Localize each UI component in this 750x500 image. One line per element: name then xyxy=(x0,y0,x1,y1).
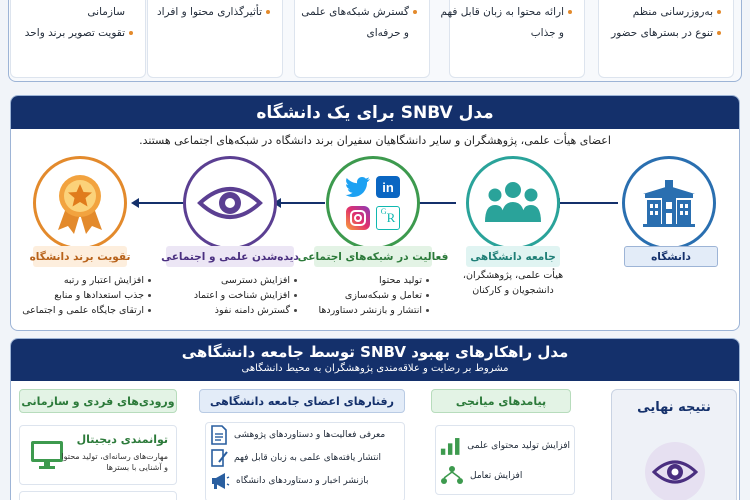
top-card-text: به‌روزرسانی منظم xyxy=(632,6,713,18)
desc-line: مهارت‌های رسانه‌ای، تولید محتوا xyxy=(61,452,168,461)
bullet-dot xyxy=(717,10,721,14)
bullet-dot xyxy=(717,31,721,35)
visibility-node xyxy=(183,156,277,250)
final-result-card xyxy=(611,389,737,500)
strategies-section xyxy=(10,338,740,500)
researchgate-sup: G xyxy=(380,207,387,216)
social-activity-label: فعالیت در شبکه‌های اجتماعی xyxy=(314,246,432,267)
behavior-text: بازنشر اخبار و دستاوردهای دانشگاه xyxy=(236,475,369,486)
snbv-model-section xyxy=(10,95,740,331)
top-card-text: تأثیرگذاری محتوا و افراد xyxy=(156,6,262,18)
community-node xyxy=(466,156,560,250)
researchgate-icon xyxy=(376,206,400,230)
top-card-line xyxy=(633,5,721,19)
linkedin-icon: in xyxy=(376,176,400,198)
top-card xyxy=(440,0,585,78)
bullet-dot xyxy=(568,31,572,35)
brand-bullets xyxy=(21,273,151,318)
top-card-line xyxy=(531,26,572,40)
brand-node xyxy=(33,156,127,250)
community-label: جامعه دانشگاهی xyxy=(466,246,560,267)
university-building-icon xyxy=(639,178,699,228)
behaviors-header: رفتارهای اعضای جامعه دانشگاهی xyxy=(199,389,405,413)
top-card-text: ارائه محتوا به زبان قابل فهم xyxy=(440,6,564,18)
bullet-dot xyxy=(413,10,417,14)
top-card-line xyxy=(25,26,133,40)
eye-icon xyxy=(652,457,698,487)
strategies-subtitle: مشروط بر رضایت و علاقه‌مندی پژوهشگران به محیط دانشگاهی xyxy=(241,363,509,374)
visibility-bullets xyxy=(187,273,297,318)
network-people-icon xyxy=(440,465,464,487)
instagram-icon xyxy=(346,206,370,230)
social-activity-node xyxy=(326,156,420,250)
outcome-item xyxy=(436,431,574,461)
desc-line: و آشنایی با بسترها xyxy=(106,463,168,472)
document-icon xyxy=(210,425,228,445)
community-description xyxy=(451,268,575,298)
strategies-header xyxy=(11,339,739,381)
bullet-item: جذب استعدادها و منابع xyxy=(21,288,151,303)
bullet-item: تولید محتوا xyxy=(329,273,429,288)
social-activity-bullets xyxy=(318,273,429,318)
award-medal-icon xyxy=(52,172,108,234)
top-card-line xyxy=(441,5,572,19)
inputs-header: ورودی‌های فردی و سازمانی xyxy=(19,389,177,413)
digital-competence-desc xyxy=(61,451,168,473)
behavior-item xyxy=(206,446,404,469)
behavior-item xyxy=(206,423,404,446)
flow-arrow xyxy=(277,202,325,204)
strategies-title: مدل راهکارهای بهبود SNBV توسط جامعه دانشگاهی xyxy=(181,343,569,361)
flow-arrow xyxy=(135,202,183,204)
outcome-item xyxy=(436,461,574,491)
top-card xyxy=(294,0,430,78)
section-title: مدل SNBV برای یک دانشگاه xyxy=(11,96,739,129)
visibility-label: دیده‌شدن علمی و اجتماعی xyxy=(166,246,294,267)
university-node xyxy=(622,156,716,250)
digital-competence-title: توانمندی دیجیتال xyxy=(76,433,168,446)
intermediate-outcomes-list xyxy=(435,425,575,495)
input-card-partial xyxy=(19,491,177,500)
bullet-item: افزایش دسترسی xyxy=(187,273,297,288)
bullet-dot xyxy=(129,10,133,14)
top-card-text: و حرفه‌ای xyxy=(366,27,409,39)
bullet-dot xyxy=(568,10,572,14)
top-card-line xyxy=(301,5,417,19)
top-card xyxy=(598,0,734,78)
digital-competence-card xyxy=(19,425,177,485)
behavior-text: معرفی فعالیت‌ها و دستاوردهای پژوهشی xyxy=(234,429,386,440)
researchgate-letter: R xyxy=(386,210,396,225)
university-label: دانشگاه xyxy=(624,246,718,267)
top-card-text: و جذاب xyxy=(530,27,564,39)
writing-icon xyxy=(210,448,228,468)
top-card-line xyxy=(367,26,417,40)
eye-icon xyxy=(197,183,263,223)
bullet-item: تعامل و شبکه‌سازی xyxy=(329,288,429,303)
top-card xyxy=(147,0,283,78)
bullet-dot xyxy=(413,31,417,35)
top-card xyxy=(10,0,146,78)
bullet-item: انتشار و بازنشر دستاوردها xyxy=(329,303,429,318)
top-card-line xyxy=(611,26,721,40)
bullet-dot xyxy=(266,10,270,14)
bullet-dot xyxy=(129,31,133,35)
bullet-item: افزایش شناخت و اعتماد xyxy=(187,288,297,303)
top-card-text: گسترش شبکه‌های علمی xyxy=(301,6,409,18)
behaviors-list xyxy=(205,422,405,500)
monitor-icon xyxy=(30,440,64,470)
twitter-icon xyxy=(345,176,371,198)
bullet-item: افزایش اعتبار و رتبه xyxy=(21,273,151,288)
community-line: دانشجویان و کارکنان xyxy=(472,285,554,296)
bullet-item: ارتقای جایگاه علمی و اجتماعی xyxy=(21,303,151,318)
flow-arrow xyxy=(556,202,618,204)
outcome-text: افزایش تولید محتوای علمی xyxy=(467,441,570,451)
community-line: هیأت علمی، پژوهشگران، xyxy=(462,270,564,281)
top-card-line xyxy=(157,5,270,19)
top-card-text: تنوع در بسترهای حضور xyxy=(611,27,713,39)
top-card-text: تقویت تصویر برند واحد xyxy=(24,27,125,39)
people-group-icon xyxy=(482,178,544,228)
megaphone-icon xyxy=(210,472,230,490)
final-result-icon-circle xyxy=(645,442,705,500)
bullet-item: گسترش دامنه نفوذ xyxy=(187,303,297,318)
top-card-line xyxy=(87,5,133,19)
top-card-text: سازمانی xyxy=(87,6,125,18)
intermediate-outcomes-header: پیامدهای میانجی xyxy=(431,389,571,413)
behavior-item xyxy=(206,469,404,492)
brand-label: تقویت برند دانشگاه xyxy=(33,246,127,267)
bar-chart-icon xyxy=(440,435,461,457)
outcome-text: افزایش تعامل xyxy=(470,471,523,481)
behavior-text: انتشار یافته‌های علمی به زبان قابل فهم xyxy=(234,452,382,463)
final-result-label: نتیجه نهایی xyxy=(637,400,711,415)
section-subtitle: اعضای هیأت علمی، پژوهشگران و سایر دانشگاهیان سفیران برند دانشگاه در شبکه‌های اجتماعی هستند. xyxy=(139,134,611,147)
